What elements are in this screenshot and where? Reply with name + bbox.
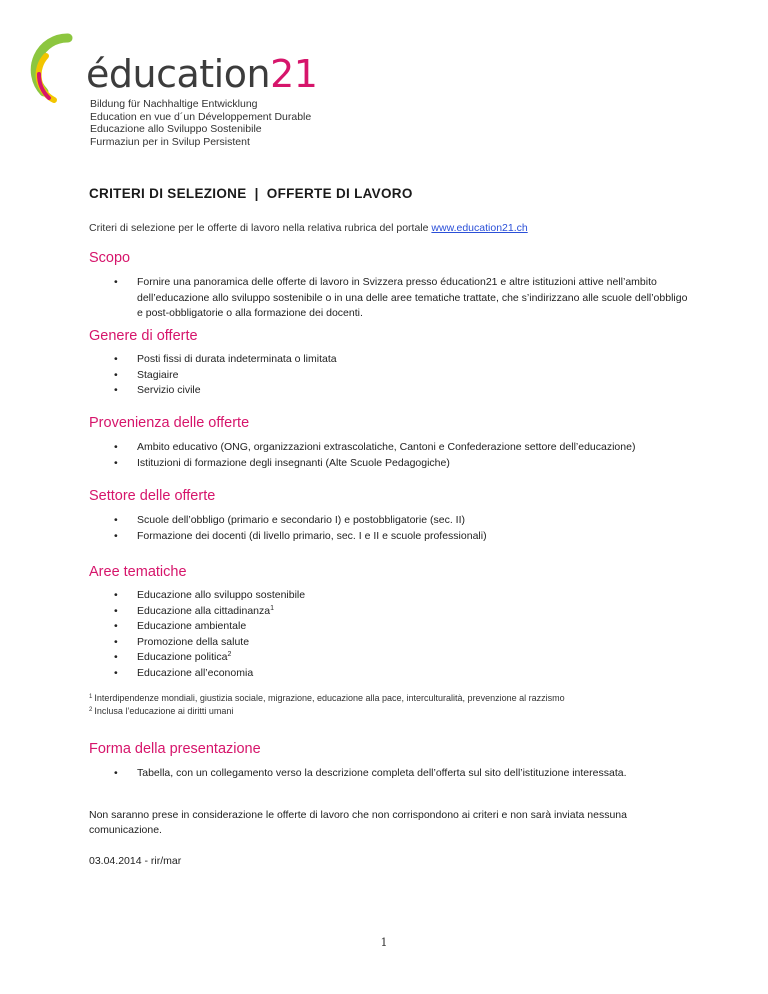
tagline: Education en vue d´un Développement Durable xyxy=(90,110,312,123)
bullet-icon: • xyxy=(114,620,118,632)
list-item: • Istituzioni di formazione degli insegnanti (Alte Scuole Pedagogiche) xyxy=(89,456,635,472)
section-heading-scopo: Scopo xyxy=(89,250,131,266)
list-item: • Educazione politica$^2$ xyxy=(89,650,305,666)
footnote-marker: 1 xyxy=(270,604,274,612)
bullet-icon: • xyxy=(114,651,118,663)
bullet-icon: • xyxy=(114,514,118,526)
list-provenienza xyxy=(89,440,635,471)
list-aree xyxy=(89,588,305,681)
footnote: $^1$ Interdipendenze mondiali, giustizia sociale, migrazione, educazione alla pace, interculturalità, prevenzione al razzismo xyxy=(89,693,565,703)
list-item: • Fornire una panoramica delle offerte di lavoro in Svizzera presso éducation21 e altre istituzioni attive nell’ambito dell’educazione allo sviluppo sostenibile o in una delle aree tematiche trattate, che s’indirizzano alle scuole dell’obbligo e post-obbligatorie o alla formazione dei docenti. xyxy=(114,276,688,319)
list-item: • Educazione ambientale xyxy=(89,619,305,635)
brand-wordmark-text: éducation xyxy=(86,52,271,96)
list-item: • Educazione alla cittadinanza$^1$ xyxy=(89,604,305,620)
section-heading-genere: Genere di offerte xyxy=(89,328,198,344)
brand-taglines xyxy=(90,98,311,148)
bullet-icon: • xyxy=(114,529,118,542)
list-item: • Servizio civile xyxy=(89,383,337,399)
bullet-icon: • xyxy=(114,456,118,469)
page-number: 1 xyxy=(380,936,388,949)
bullet-icon: • xyxy=(114,666,118,679)
document-title: CRITERI DI SELEZIONE | OFFERTE DI LAVORO xyxy=(89,186,413,201)
bullet-icon: • xyxy=(114,441,118,453)
tagline: Educazione allo Sviluppo Sostenibile xyxy=(90,123,262,135)
closing-paragraph: Non saranno prese in considerazione le offerte di lavoro che non corrispondono ai criteri e non sarà inviata nessuna comunicazione. xyxy=(89,809,627,836)
bullet-icon: • xyxy=(114,604,118,617)
section-heading-settore: Settore delle offerte xyxy=(89,488,216,504)
bullet-icon: • xyxy=(114,635,118,648)
list-settore xyxy=(89,513,487,544)
list-item: • Stagiaire xyxy=(89,368,337,384)
brand-wordmark-number: 21 xyxy=(270,52,318,96)
bullet-icon: • xyxy=(114,767,118,779)
tagline: Bildung für Nachhaltige Entwicklung xyxy=(90,98,258,110)
list-item: • Ambito educativo (ONG, organizzazioni extrascolatiche, Cantoni e Confederazione settore dell’educazione) xyxy=(89,440,635,456)
list-item: • Educazione allo sviluppo sostenibile xyxy=(89,588,305,604)
footnote-marker: 2 xyxy=(227,651,232,658)
education21-logo xyxy=(30,30,320,150)
tagline: Furmaziun per in Svilup Persistent xyxy=(90,135,250,148)
list-item: • Scuole dell’obbligo (primario e secondario I) e postobbligatorie (sec. II) xyxy=(89,513,487,529)
brand-wordmark xyxy=(86,52,318,96)
list-forma xyxy=(89,766,627,782)
list-item: • Posti fissi di durata indeterminata o limitata xyxy=(89,352,337,368)
list-item: • Educazione all’economia xyxy=(89,666,305,682)
bullet-icon: • xyxy=(114,384,118,396)
list-item: • Formazione dei docenti (di livello primario, sec. I e II e scuole professionali) xyxy=(89,529,487,545)
portal-link[interactable]: www.education21.ch xyxy=(431,222,528,234)
list-item: • Tabella, con un collegamento verso la descrizione completa dell’offerta sul sito dell’istituzione interessata. xyxy=(89,766,627,782)
bullet-icon: • xyxy=(114,589,118,601)
document-date: 03.04.2014 - rir/mar xyxy=(89,855,182,867)
footnotes xyxy=(89,692,565,717)
section-heading-aree: Aree tematiche xyxy=(89,564,187,580)
section-heading-forma: Forma della presentazione xyxy=(89,741,261,757)
bullet-icon: • xyxy=(114,368,118,381)
footnote: $^2$ Inclusa l’educazione ai diritti umani xyxy=(89,705,234,716)
list-genere xyxy=(89,352,337,399)
bullet-icon: • xyxy=(114,353,118,365)
intro-paragraph xyxy=(89,222,528,234)
bullet-icon: • xyxy=(114,276,118,288)
list-item: • Promozione della salute xyxy=(89,635,305,651)
list-scopo xyxy=(89,275,689,322)
intro-text: Criteri di selezione per le offerte di lavoro nella relativa rubrica del portale xyxy=(89,222,432,234)
section-heading-provenienza: Provenienza delle offerte xyxy=(89,415,250,431)
